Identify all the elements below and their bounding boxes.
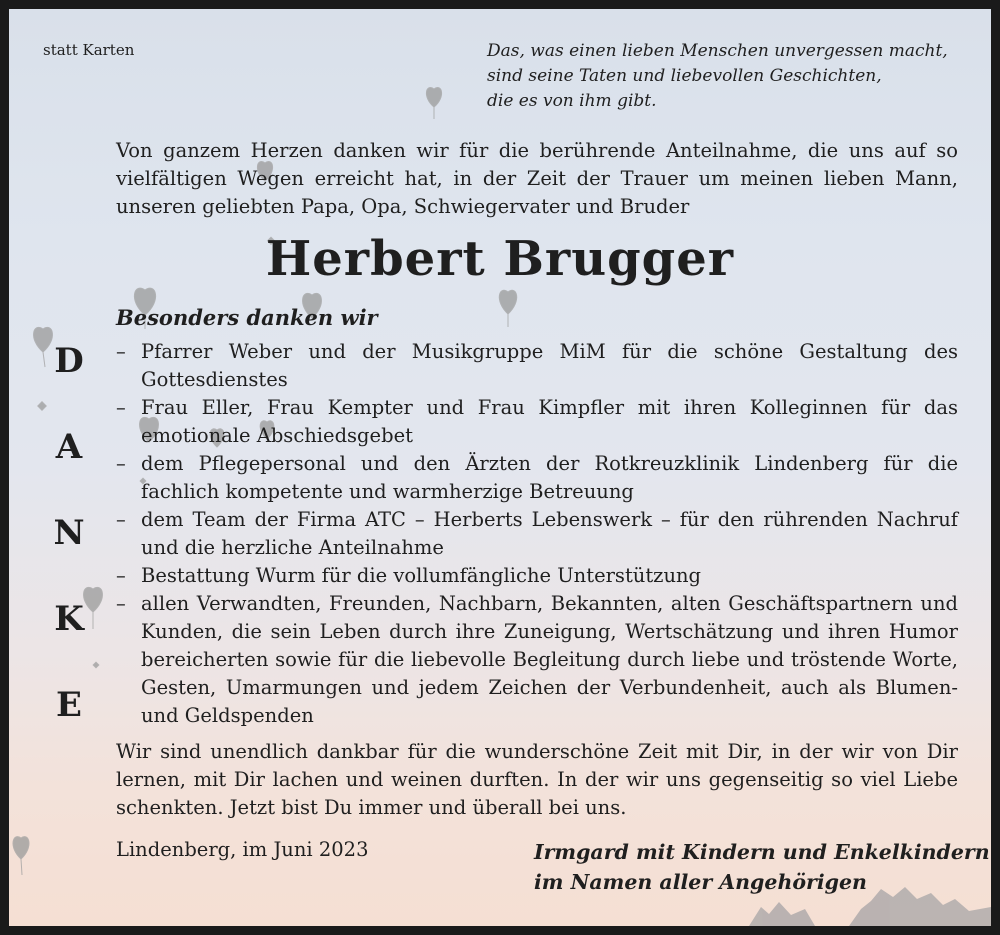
list-dash: – xyxy=(116,564,126,587)
motto-line: die es von ihm gibt. xyxy=(487,91,657,111)
danke-letter: A xyxy=(55,427,83,467)
list-dash: – xyxy=(116,508,126,531)
thanks-heading: Besonders danken wir xyxy=(116,305,378,330)
thanks-item-text: dem Pflegepersonal und den Ärzten der Rotkreuzklinik Lindenberg für die fachlich kompetente und warmherzige Betreuung xyxy=(141,452,958,503)
motto-quote xyxy=(487,39,957,114)
thanks-item-text: Bestattung Wurm für die vollumfängliche Unterstützung xyxy=(141,564,702,587)
danke-letter: E xyxy=(56,685,82,725)
deceased-name: Herbert Brugger xyxy=(265,231,735,287)
thanks-item xyxy=(116,394,958,450)
list-dash: – xyxy=(116,452,126,475)
thanks-item xyxy=(116,338,958,394)
place-date: Lindenberg, im Juni 2023 xyxy=(116,838,369,861)
thanks-item-text: dem Team der Firma ATC – Herberts Lebenswerk – für den rührenden Nachruf und die herzliche Anteilnahme xyxy=(141,508,958,559)
motto-line: sind seine Taten und liebevollen Geschichten, xyxy=(487,66,882,86)
danke-letter: D xyxy=(54,341,84,381)
danke-letter: N xyxy=(53,513,85,553)
balloon-icon xyxy=(426,88,441,119)
list-dash: – xyxy=(116,592,126,615)
balloon-icon xyxy=(499,290,516,327)
danke-letter: K xyxy=(54,599,84,639)
thanks-item-text: Pfarrer Weber und der Musikgruppe MiM für die schöne Gestaltung des Gottesdienstes xyxy=(141,340,958,391)
statt-karten-label: statt Karten xyxy=(43,41,135,59)
balloon-icon xyxy=(13,837,29,875)
signature xyxy=(534,837,990,897)
thanks-list xyxy=(116,338,958,730)
signature-line: Irmgard mit Kindern und Enkelkindern xyxy=(534,840,990,864)
list-dash: – xyxy=(116,396,126,419)
thanks-item xyxy=(116,590,958,730)
intro-paragraph: Von ganzem Herzen danken wir für die berührende Anteilnahme, die uns auf so vielfältigen Wegen erreicht hat, in der Zeit der Trauer um meinen lieben Mann, unseren geliebten Papa, Opa, Schwiegervater und Bruder xyxy=(116,139,958,218)
thanks-item xyxy=(116,562,958,590)
closing-paragraph: Wir sind unendlich dankbar für die wunderschöne Zeit mit Dir, in der wir von Dir lernen, mit Dir lachen und weinen durften. In der wir uns gegenseitig so viel Liebe schenkten. Jetzt bist Du immer und überall bei uns. xyxy=(116,740,958,819)
thanks-item xyxy=(116,506,958,562)
list-dash: – xyxy=(116,340,126,363)
signature-line: im Namen aller Angehörigen xyxy=(534,870,867,894)
thanks-item xyxy=(116,450,958,506)
thanks-item-text: allen Verwandten, Freunden, Nachbarn, Bekannten, alten Geschäftspartnern und Kunden, die sein Leben durch ihre Zuneigung, Wertschätzung und ihren Humor bereicherten sowie für die liebevolle Begleitung durch liebe und tröstende Worte, Gesten, Umarmungen und jedem Zeichen der Verbundenheit, auch als Blumen- und Geldspenden xyxy=(141,592,958,727)
thanks-item-text: Frau Eller, Frau Kempter und Frau Kimpfler mit ihren Kolleginnen für das emotionale Abschiedsgebet xyxy=(141,396,958,447)
motto-line: Das, was einen lieben Menschen unvergessen macht, xyxy=(487,41,948,61)
